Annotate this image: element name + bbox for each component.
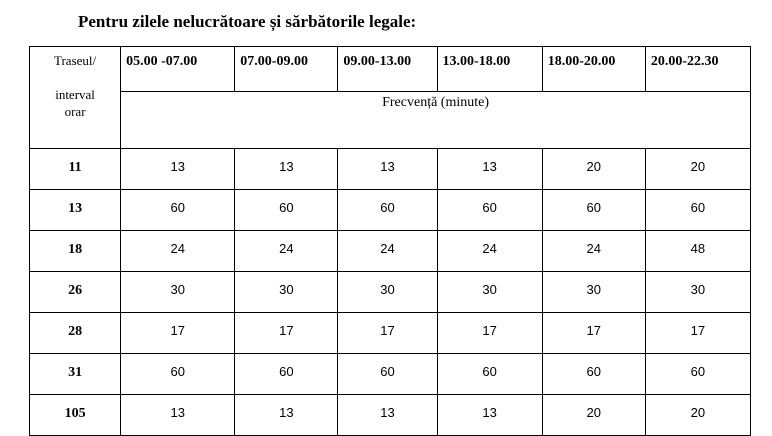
frequency-cell: 13	[437, 149, 542, 190]
frequency-cell: 20	[645, 395, 750, 436]
table-row	[30, 272, 751, 313]
frequency-cell: 60	[645, 354, 750, 395]
frequency-cell: 13	[235, 395, 338, 436]
frequency-cell: 17	[338, 313, 437, 354]
schedule-table	[29, 46, 751, 436]
route-number-cell: 26	[30, 272, 121, 313]
table-row	[30, 354, 751, 395]
frequency-cell: 24	[235, 231, 338, 272]
frequency-cell: 17	[437, 313, 542, 354]
frequency-header-row	[30, 92, 751, 149]
table-row	[30, 395, 751, 436]
header-row	[30, 47, 751, 92]
table-body	[30, 149, 751, 436]
frequency-cell: 17	[542, 313, 645, 354]
frequency-cell: 30	[645, 272, 750, 313]
frequency-cell: 17	[235, 313, 338, 354]
frequency-cell: 13	[235, 149, 338, 190]
frequency-cell: 13	[121, 395, 235, 436]
frequency-cell: 13	[338, 395, 437, 436]
frequency-cell: 30	[542, 272, 645, 313]
frequency-cell: 13	[121, 149, 235, 190]
route-header-line: orar	[64, 104, 86, 119]
route-number-cell: 28	[30, 313, 121, 354]
frequency-cell: 60	[121, 354, 235, 395]
frequency-cell: 13	[338, 149, 437, 190]
frequency-cell: 60	[235, 354, 338, 395]
frequency-header: Frecvență (minute)	[121, 92, 751, 149]
frequency-cell: 20	[645, 149, 750, 190]
frequency-cell: 60	[437, 354, 542, 395]
route-number-cell: 11	[30, 149, 121, 190]
interval-header: 13.00-18.00	[437, 47, 542, 92]
frequency-cell: 20	[542, 149, 645, 190]
frequency-cell: 60	[542, 190, 645, 231]
frequency-cell: 17	[645, 313, 750, 354]
route-number-cell: 13	[30, 190, 121, 231]
frequency-cell: 48	[645, 231, 750, 272]
frequency-cell: 17	[121, 313, 235, 354]
route-interval-header	[30, 47, 121, 149]
frequency-cell: 24	[437, 231, 542, 272]
frequency-cell: 30	[437, 272, 542, 313]
frequency-cell: 60	[121, 190, 235, 231]
interval-header: 20.00-22.30	[645, 47, 750, 92]
interval-header: 05.00 -07.00	[121, 47, 235, 92]
frequency-cell: 24	[338, 231, 437, 272]
interval-header: 18.00-20.00	[542, 47, 645, 92]
frequency-cell: 60	[338, 190, 437, 231]
frequency-cell: 30	[235, 272, 338, 313]
interval-header: 07.00-09.00	[235, 47, 338, 92]
frequency-cell: 24	[121, 231, 235, 272]
page-title: Pentru zilele nelucrătoare și sărbătorile legale:	[78, 12, 417, 31]
frequency-cell: 30	[338, 272, 437, 313]
route-number-cell: 31	[30, 354, 121, 395]
frequency-cell: 60	[437, 190, 542, 231]
frequency-cell: 60	[542, 354, 645, 395]
table-row	[30, 149, 751, 190]
frequency-cell: 60	[645, 190, 750, 231]
interval-header: 09.00-13.00	[338, 47, 437, 92]
frequency-cell: 60	[338, 354, 437, 395]
table-row	[30, 190, 751, 231]
table-row	[30, 231, 751, 272]
frequency-cell: 20	[542, 395, 645, 436]
route-number-cell: 105	[30, 395, 121, 436]
route-number-cell: 18	[30, 231, 121, 272]
route-header-line: interval	[55, 87, 95, 102]
route-header-line: Traseul/	[53, 53, 97, 68]
frequency-cell: 13	[437, 395, 542, 436]
table-row	[30, 313, 751, 354]
frequency-cell: 60	[235, 190, 338, 231]
frequency-cell: 30	[121, 272, 235, 313]
frequency-cell: 24	[542, 231, 645, 272]
